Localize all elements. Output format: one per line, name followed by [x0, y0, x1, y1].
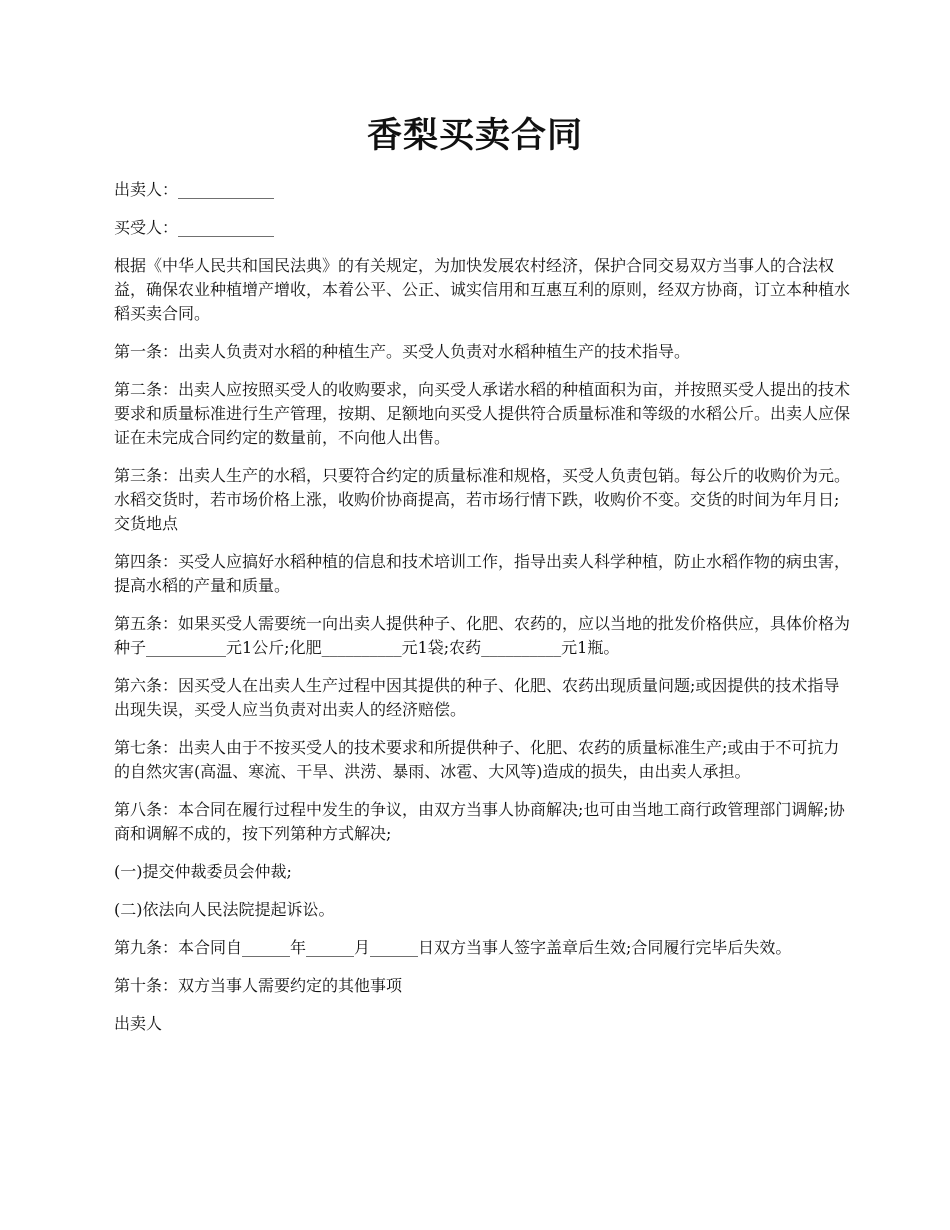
dispute-option-2: (二)依法向人民法院提起诉讼。 — [114, 900, 335, 919]
article-6: 第六条：因买受人在出卖人生产过程中因其提供的种子、化肥、农药出现质量问题;或因提供的技术指导出现失误，买受人应当负责对出卖人的经济赔偿。 — [114, 676, 840, 719]
intro-paragraph: 根据《中华人民共和国民法典》的有关规定，为加快发展农村经济，保护合同交易双方当事人的合法权益，确保农业种植增产增收，本着公平、公正、诚实信用和互惠互利的原则，经双方协商，订立本种植水稻买卖合同。 — [114, 256, 851, 323]
dispute-option-1: (一)提交仲裁委员会仲裁; — [114, 862, 292, 881]
seller-line: 出卖人：____________ — [114, 180, 275, 199]
buyer-line: 买受人：____________ — [114, 218, 275, 237]
article-4: 第四条：买受人应搞好水稻种植的信息和技术培训工作，指导出卖人科学种植，防止水稻作物的病虫害，提高水稻的产量和质量。 — [114, 552, 851, 595]
article-9: 第九条：本合同自______年______月______日双方当事人签字盖章后生效;合同履行完毕后失效。 — [114, 938, 792, 957]
document-body — [114, 178, 850, 1050]
article-3: 第三条：出卖人生产的水稻，只要符合约定的质量标准和规格，买受人负责包销。每公斤的收购价为元。水稻交货时，若市场价格上涨，收购价协商提高，若市场行情下跌，收购价不变。交货的时间为年月日;交货地点 — [114, 466, 851, 533]
article-10: 第十条：双方当事人需要约定的其他事项 — [114, 976, 403, 995]
article-7: 第七条：出卖人由于不按买受人的技术要求和所提供种子、化肥、农药的质量标准生产;或由于不可抗力的自然灾害(高温、寒流、干旱、洪涝、暴雨、冰雹、大风等)造成的损失，由出卖人承担。 — [114, 738, 840, 781]
article-5: 第五条：如果买受人需要统一向出卖人提供种子、化肥、农药的，应以当地的批发价格供应，具体价格为种子__________元1公斤;化肥__________元1袋;农药__________元1瓶。 — [114, 614, 851, 657]
article-2: 第二条：出卖人应按照买受人的收购要求，向买受人承诺水稻的种植面积为亩，并按照买受人提出的技术要求和质量标准进行生产管理，按期、足额地向买受人提供符合质量标准和等级的水稻公斤。出卖人应保证在未完成合同约定的数量前，不向他人出售。 — [114, 380, 851, 447]
article-1: 第一条：出卖人负责对水稻的种植生产。买受人负责对水稻种植生产的技术指导。 — [114, 342, 691, 361]
closing-seller-label: 出卖人 — [114, 1014, 163, 1033]
article-8: 第八条：本合同在履行过程中发生的争议，由双方当事人协商解决;也可由当地工商行政管理部门调解;协商和调解不成的，按下列第种方式解决; — [114, 800, 845, 843]
document-title: 香梨买卖合同 — [366, 115, 583, 156]
